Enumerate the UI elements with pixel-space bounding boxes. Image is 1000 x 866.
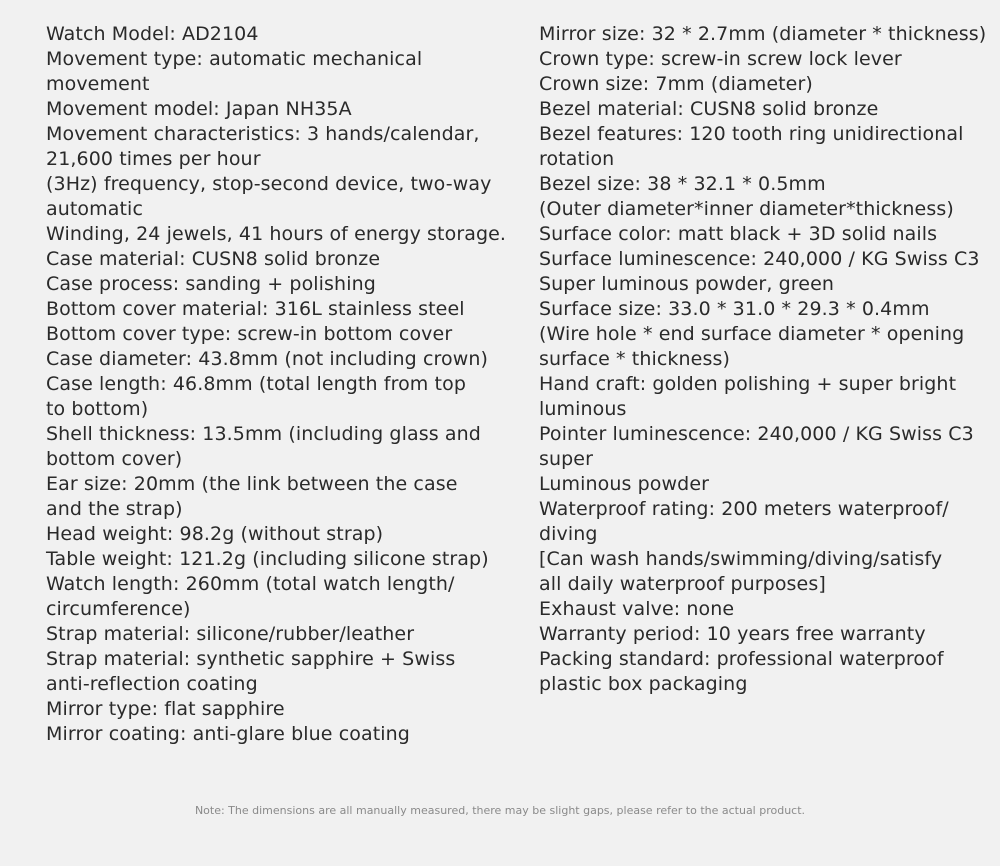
spec-line: all daily waterproof purposes] — [539, 573, 826, 595]
spec-line: diving — [539, 523, 598, 545]
spec-line: [Can wash hands/swimming/diving/satisfy — [539, 548, 943, 570]
spec-line: circumference) — [46, 598, 191, 620]
spec-line: Packing standard: professional waterproof — [539, 648, 944, 670]
spec-line: Shell thickness: 13.5mm (including glass and — [46, 423, 481, 445]
spec-line: automatic — [46, 198, 143, 220]
spec-line: super — [539, 448, 594, 470]
spec-line: Surface color: matt black + 3D solid nails — [539, 223, 938, 245]
spec-line: Bottom cover material: 316L stainless steel — [46, 298, 465, 320]
spec-line: to bottom) — [46, 398, 149, 420]
spec-line: bottom cover) — [46, 448, 183, 470]
spec-line: Bezel features: 120 tooth ring unidirectional — [539, 123, 964, 145]
spec-list-right — [539, 22, 991, 697]
spec-line: Strap material: silicone/rubber/leather — [46, 623, 415, 645]
spec-line: Case diameter: 43.8mm (not including crown) — [46, 348, 489, 370]
spec-line: Bezel size: 38 * 32.1 * 0.5mm — [539, 173, 826, 195]
spec-line: Watch length: 260mm (total watch length/ — [46, 573, 455, 595]
spec-line: Bottom cover type: screw-in bottom cover — [46, 323, 453, 345]
spec-line: Surface luminescence: 240,000 / KG Swiss C3 — [539, 248, 980, 270]
spec-line: Hand craft: golden polishing + super bright — [539, 373, 957, 395]
spec-line: plastic box packaging — [539, 673, 748, 695]
spec-line: Crown type: screw-in screw lock lever — [539, 48, 902, 70]
spec-line: Luminous powder — [539, 473, 710, 495]
spec-line: Movement model: Japan NH35A — [46, 98, 352, 120]
spec-line: Bezel material: CUSN8 solid bronze — [539, 98, 879, 120]
spec-line: (Wire hole * end surface diameter * opening — [539, 323, 965, 345]
spec-line: Mirror size: 32 * 2.7mm (diameter * thickness) — [539, 23, 987, 45]
spec-list-left — [46, 22, 526, 747]
spec-line: Table weight: 121.2g (including silicone strap) — [46, 548, 489, 570]
spec-line: (3Hz) frequency, stop-second device, two-way — [46, 173, 492, 195]
spec-line: Waterproof rating: 200 meters waterproof/ — [539, 498, 949, 520]
spec-line: Warranty period: 10 years free warranty — [539, 623, 926, 645]
spec-line: Winding, 24 jewels, 41 hours of energy storage. — [46, 223, 507, 245]
spec-line: and the strap) — [46, 498, 183, 520]
spec-line: Pointer luminescence: 240,000 / KG Swiss C3 — [539, 423, 974, 445]
spec-line: rotation — [539, 148, 615, 170]
spec-line: Super luminous powder, green — [539, 273, 834, 295]
spec-line: Exhaust valve: none — [539, 598, 735, 620]
spec-line: Watch Model: AD2104 — [46, 23, 259, 45]
spec-line: Strap material: synthetic sapphire + Swiss — [46, 648, 456, 670]
spec-line: (Outer diameter*inner diameter*thickness) — [539, 198, 954, 220]
spec-line: Surface size: 33.0 * 31.0 * 29.3 * 0.4mm — [539, 298, 930, 320]
spec-line: Movement characteristics: 3 hands/calendar, — [46, 123, 480, 145]
spec-line: Case process: sanding + polishing — [46, 273, 376, 295]
spec-line: Mirror coating: anti-glare blue coating — [46, 723, 410, 745]
spec-line: 21,600 times per hour — [46, 148, 261, 170]
spec-line: Mirror type: flat sapphire — [46, 698, 285, 720]
spec-line: Ear size: 20mm (the link between the case — [46, 473, 458, 495]
spec-line: Case length: 46.8mm (total length from top — [46, 373, 466, 395]
spec-line: movement — [46, 73, 150, 95]
measurement-note: Note: The dimensions are all manually measured, there may be slight gaps, please refer to the actual product. — [194, 804, 806, 817]
spec-line: Head weight: 98.2g (without strap) — [46, 523, 384, 545]
spec-line: surface * thickness) — [539, 348, 730, 370]
spec-line: anti-reflection coating — [46, 673, 258, 695]
spec-line: Movement type: automatic mechanical — [46, 48, 423, 70]
spec-line: Case material: CUSN8 solid bronze — [46, 248, 381, 270]
spec-line: luminous — [539, 398, 627, 420]
spec-line: Crown size: 7mm (diameter) — [539, 73, 813, 95]
